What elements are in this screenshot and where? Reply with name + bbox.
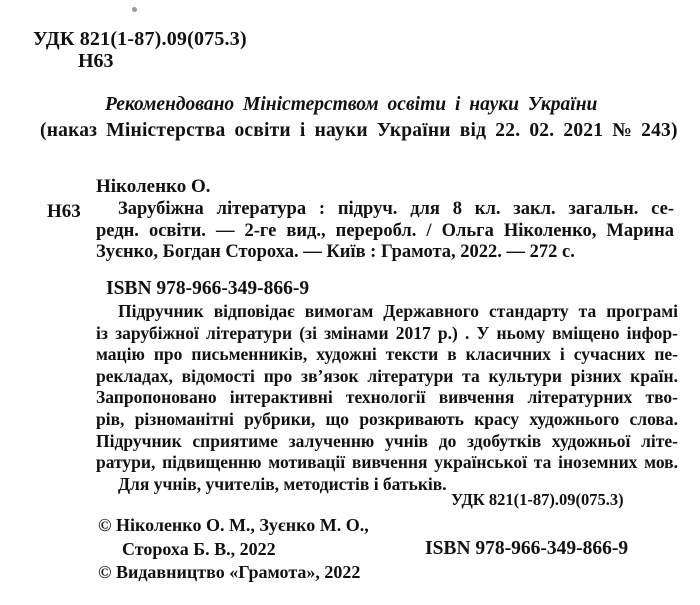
isbn-record: ISBN 978-966-349-866-9 bbox=[106, 278, 310, 299]
ministry-recommendation: Рекомендовано Міністерством освіти і науки України bbox=[105, 94, 598, 115]
author-code-top: Н63 bbox=[78, 50, 114, 72]
annotation-line: із зарубіжної літератури (зі змінами 2017 р.) . У ньому вміщено інфор- bbox=[96, 322, 678, 343]
annotation-line: Підручник сприятиме залученню учнів до здобутків художньої літе- bbox=[96, 430, 678, 451]
udk-code-bottom: УДК 821(1-87).09(075.3) bbox=[451, 490, 624, 509]
biblio-line: Зарубіжна література : підруч. для 8 кл. закл. загальн. се- bbox=[118, 199, 674, 219]
annotation-paragraph bbox=[96, 301, 678, 495]
annotation-line: ратури, підвищенню мотивації вивчення української та іноземних мов. bbox=[96, 452, 678, 473]
copyright-authors: © Ніколенко О. М., Зуєнко М. О., bbox=[98, 515, 369, 535]
annotation-line: Підручник відповідає вимогам Державного стандарту та програмі bbox=[118, 301, 678, 321]
author-heading: Ніколенко О. bbox=[96, 176, 211, 197]
biblio-line: редн. освіти. — 2-ге вид., переробл. / Ольга Ніколенко, Марина bbox=[96, 220, 674, 241]
author-code-record: Н63 bbox=[47, 201, 81, 222]
annotation-line: рекладах, відомості про зв’язок літератури та культури різних країн. bbox=[96, 365, 678, 386]
copyright-publisher: © Видавництво «Грамота», 2022 bbox=[98, 562, 361, 582]
udk-code-top: УДК 821(1-87).09(075.3) bbox=[33, 28, 247, 50]
annotation-line: Запропоновано інтерактивні технології вивчення літературних тво- bbox=[96, 387, 678, 408]
bibliographic-description bbox=[96, 199, 674, 264]
ministry-order: (наказ Міністерства освіти і науки України від 22. 02. 2021 № 243) bbox=[40, 120, 678, 141]
scan-speck bbox=[132, 7, 137, 12]
isbn-footer: ISBN 978-966-349-866-9 bbox=[425, 538, 629, 559]
biblio-line: Зуєнко, Богдан Стороха. — Київ : Грамота, 2022. — 272 с. bbox=[96, 242, 575, 262]
annotation-line: мацію про письменників, художні тексти в класичних і сучасних пе- bbox=[96, 344, 678, 365]
copyright-authors-cont: Стороха Б. В., 2022 bbox=[122, 539, 276, 559]
annotation-audience-line: Для учнів, учителів, методистів і батьків. bbox=[118, 473, 447, 494]
annotation-line: рів, різноманітні рубрики, що розкривають красу художнього слова. bbox=[96, 408, 678, 429]
